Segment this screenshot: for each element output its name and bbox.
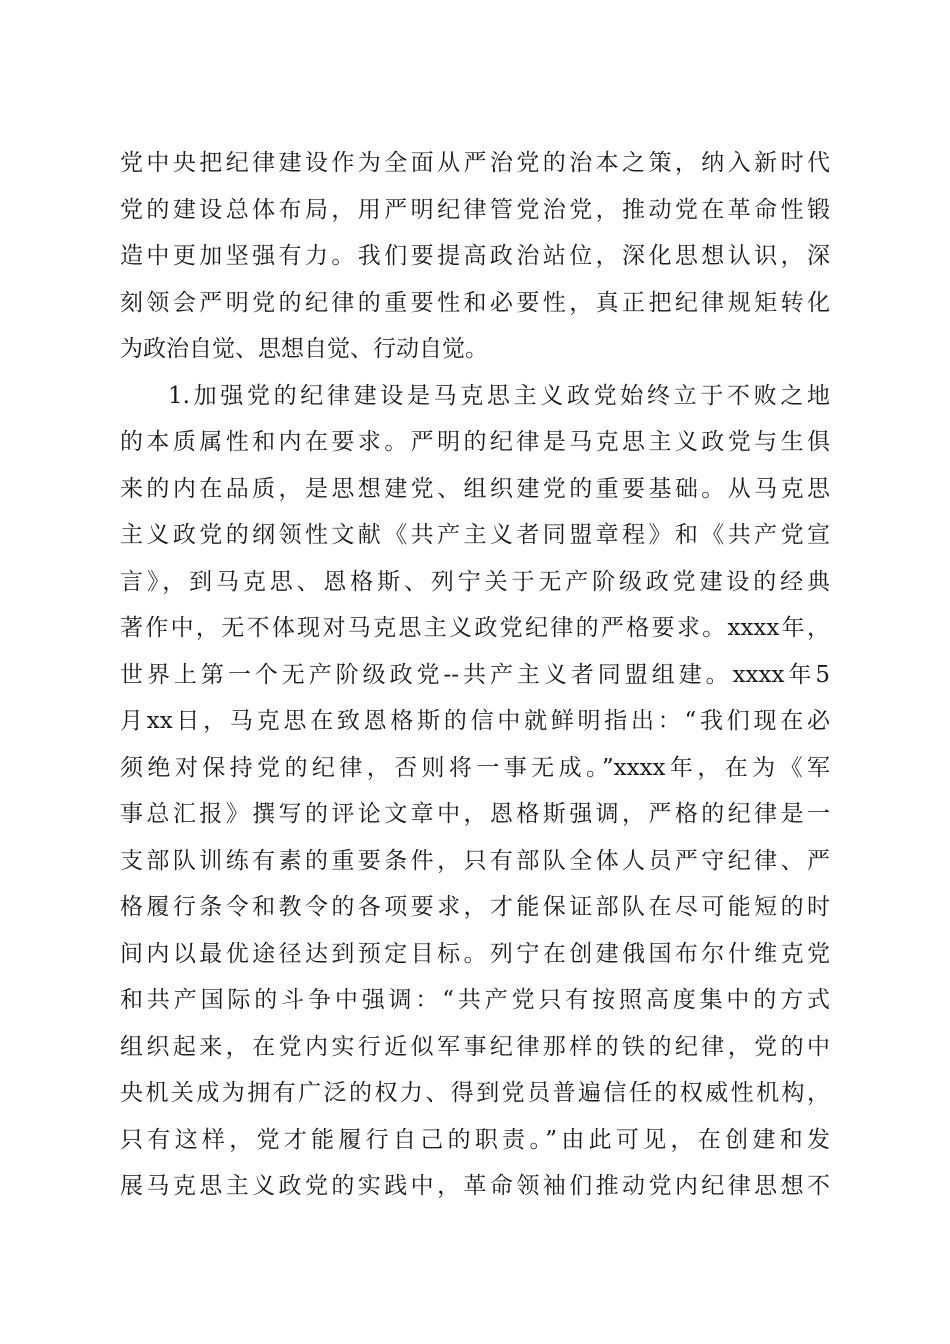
text-line: 展马克思主义政党的实践中，革命领袖们推动党内纪律思想不 (120, 1173, 830, 1199)
document-body (120, 140, 830, 1210)
text-line: 来的内在品质，是思想建党、组织建党的重要基础。从马克思 (120, 475, 830, 502)
paragraph-intro (120, 140, 830, 373)
text-line: 月xx日，马克思在致恩格斯的信中就鲜明指出：“我们现在必 (120, 708, 830, 734)
text-line: 为政治自觉、思想自觉、行动自觉。 (120, 336, 488, 362)
text-line: 间内以最优途径达到预定目标。列宁在创建俄国布尔什维克党 (120, 940, 830, 967)
text-line: 党的建设总体布局，用严明纪律管党治党，推动党在革命性锻 (120, 196, 830, 223)
text-line: 格履行条令和教令的各项要求，才能保证部队在尽可能短的时 (120, 894, 830, 920)
text-line: 组织起来，在党内实行近似军事纪律那样的铁的纪律，党的中 (120, 1033, 830, 1060)
paragraph-point-1 (120, 373, 830, 1210)
text-line: 刻领会严明党的纪律的重要性和必要性，真正把纪律规矩转化 (120, 289, 830, 316)
text-line: 世界上第一个无产阶级政党--共产主义者同盟组建。xxxx年5 (120, 661, 830, 688)
text-line: 言》，到马克思、恩格斯、列宁关于无产阶级政党建设的经典 (120, 568, 830, 595)
text-line: 和共产国际的斗争中强调：“共产党只有按照高度集中的方式 (120, 987, 830, 1013)
text-line: 1.加强党的纪律建设是马克思主义政党始终立于不败之地 (168, 382, 830, 409)
text-line: 党中央把纪律建设作为全面从严治党的治本之策，纳入新时代 (120, 150, 830, 176)
text-line: 只有这样，党才能履行自己的职责。”由此可见，在创建和发 (120, 1126, 830, 1153)
text-line: 央机关成为拥有广泛的权力、得到党员普遍信任的权威性机构， (120, 1080, 830, 1106)
text-line: 著作中，无不体现对马克思主义政党纪律的严格要求。xxxx年， (120, 615, 830, 641)
text-line: 须绝对保持党的纪律，否则将一事无成。”xxxx年，在为《军 (120, 754, 830, 781)
text-line: 主义政党的纲领性文献《共产主义者同盟章程》和《共产党宣 (120, 522, 830, 548)
text-line: 的本质属性和内在要求。严明的纪律是马克思主义政党与生俱 (120, 429, 830, 455)
text-line: 造中更加坚强有力。我们要提高政治站位，深化思想认识，深 (120, 243, 830, 269)
text-line: 支部队训练有素的重要条件，只有部队全体人员严守纪律、严 (120, 847, 830, 874)
text-line: 事总汇报》撰写的评论文章中，恩格斯强调，严格的纪律是一 (120, 801, 830, 827)
